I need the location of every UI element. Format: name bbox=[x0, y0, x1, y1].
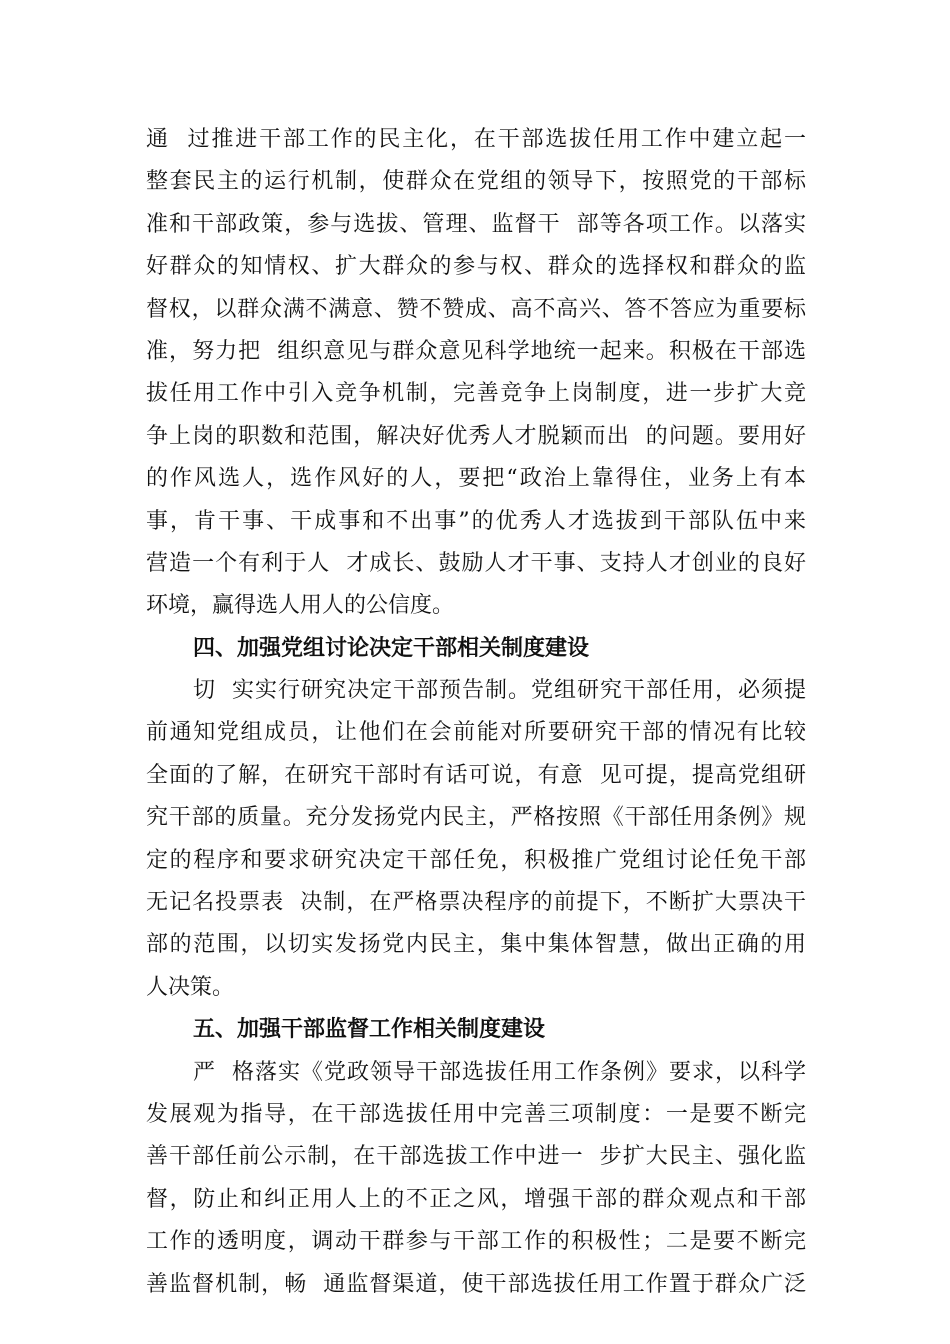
paragraph-line: 准，努力把 组织意见与群众意见科学地统一起来。积极在干部选 bbox=[146, 338, 806, 364]
paragraph-line: 严 格落实《党政领导干部选拔任用工作条例》要求，以科学 bbox=[193, 1059, 806, 1085]
section-heading-5: 五、加强干部监督工作相关制度建设 bbox=[193, 1017, 546, 1043]
paragraph-line: 督，防止和纠正用人上的不正之风，增强干部的群众观点和干部 bbox=[146, 1186, 806, 1212]
paragraph-line: 善监督机制，畅 通监督渠道，使干部选拔任用工作置于群众广泛 bbox=[146, 1271, 806, 1297]
paragraph-line: 的作风选人，选作风好的人，要把“政治上靠得住，业务上有本 bbox=[146, 466, 806, 492]
paragraph-line: 工作的透明度，调动干群参与干部工作的积极性；二是要不断完 bbox=[146, 1229, 806, 1255]
paragraph-line: 部的范围，以切实发扬党内民主，集中集体智慧，做出正确的用 bbox=[146, 932, 806, 958]
document-body bbox=[146, 119, 806, 1306]
paragraph-line: 切 实实行研究决定干部预告制。党组研究干部任用，必须提 bbox=[193, 678, 806, 704]
section-heading-4: 四、加强党组讨论决定干部相关制度建设 bbox=[193, 635, 590, 661]
paragraph-line: 营造一个有利于人 才成长、鼓励人才干事、支持人才创业的良好 bbox=[146, 550, 806, 576]
paragraph-line: 争上岗的职数和范围，解决好优秀人才脱颖而出 的问题。要用好 bbox=[146, 423, 806, 449]
paragraph-line: 拔任用工作中引入竞争机制，完善竞争上岗制度，进一步扩大竞 bbox=[146, 381, 806, 407]
paragraph-line: 善干部任前公示制，在干部选拔工作中进一 步扩大民主、强化监 bbox=[146, 1144, 806, 1170]
paragraph-line: 前通知党组成员，让他们在会前能对所要研究干部的情况有比较 bbox=[146, 720, 806, 746]
paragraph-line: 无记名投票表 决制，在严格票决程序的前提下，不断扩大票决干 bbox=[146, 890, 806, 916]
paragraph-line: 整套民主的运行机制，使群众在党组的领导下，按照党的干部标 bbox=[146, 169, 806, 195]
paragraph-line: 督权，以群众满不满意、赞不赞成、高不高兴、答不答应为重要标 bbox=[146, 296, 806, 322]
paragraph-line: 准和干部政策，参与选拔、管理、监督干 部等各项工作。以落实 bbox=[146, 211, 806, 237]
paragraph-line: 环境，赢得选人用人的公信度。 bbox=[146, 593, 455, 619]
paragraph-line: 全面的了解，在研究干部时有话可说，有意 见可提，提高党组研 bbox=[146, 762, 806, 788]
paragraph-line: 好群众的知情权、扩大群众的参与权、群众的选择权和群众的监 bbox=[146, 254, 806, 280]
paragraph-line: 事，肯干事、干成事和不出事”的优秀人才选拔到干部队伍中来 bbox=[146, 508, 806, 534]
paragraph-line: 发展观为指导，在干部选拔任用中完善三项制度：一是要不断完 bbox=[146, 1101, 806, 1127]
paragraph-line: 定的程序和要求研究决定干部任免，积极推广党组讨论任免干部 bbox=[146, 847, 806, 873]
paragraph-line: 人决策。 bbox=[146, 974, 235, 1000]
paragraph-line: 通 过推进干部工作的民主化，在干部选拔任用工作中建立起一 bbox=[146, 127, 806, 152]
paragraph-line: 究干部的质量。充分发扬党内民主，严格按照《干部任用条例》规 bbox=[146, 805, 806, 831]
